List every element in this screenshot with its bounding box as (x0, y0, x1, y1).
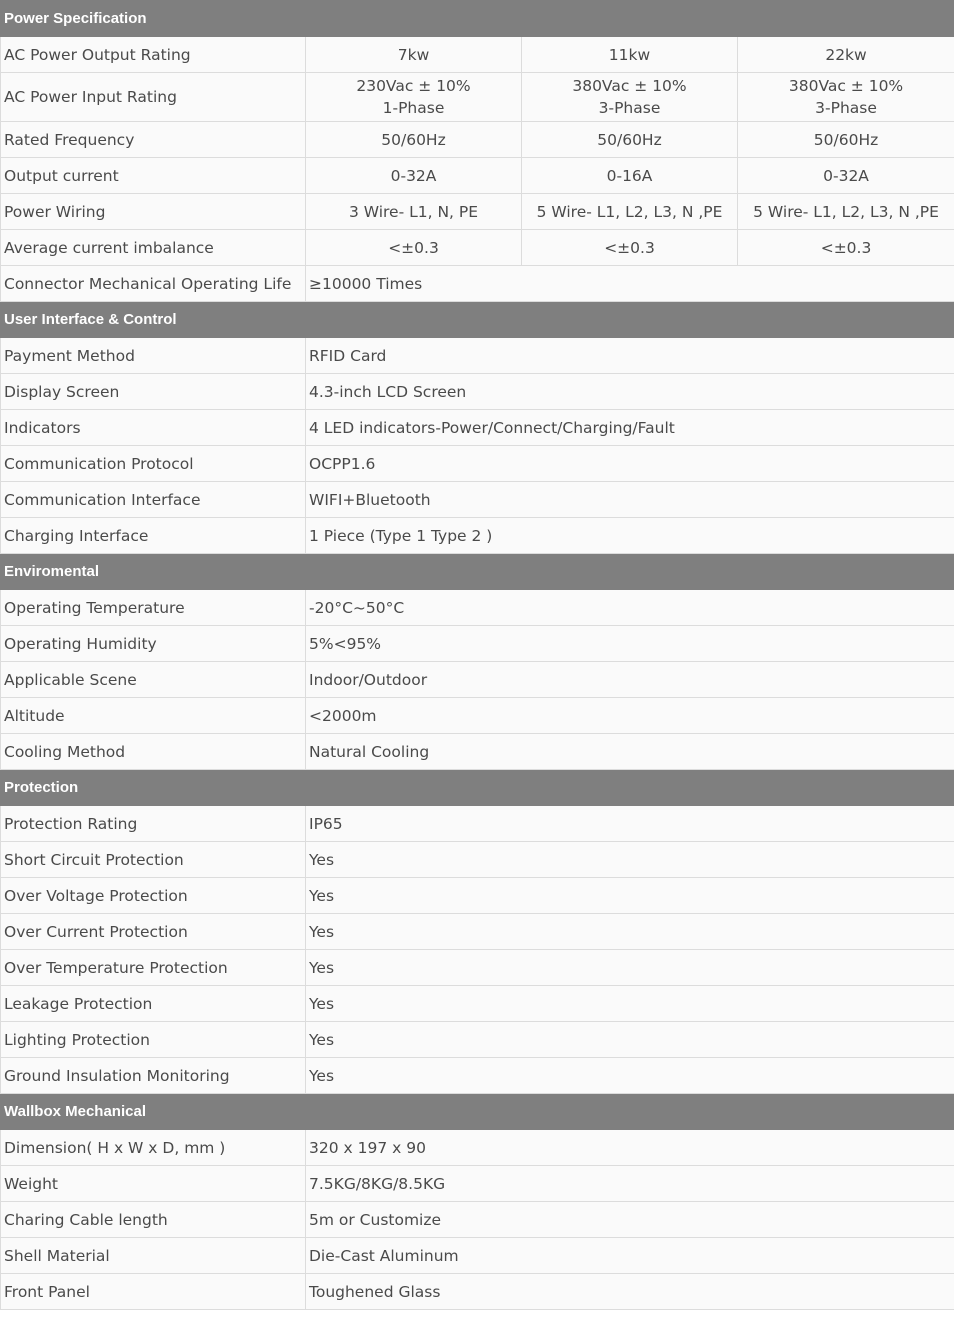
value-7kw: <±0.3 (306, 230, 522, 266)
table-row (1, 338, 954, 374)
row-label: Ground Insulation Monitoring (1, 1058, 306, 1094)
row-value: Yes (306, 1058, 954, 1094)
row-label: Charing Cable length (1, 1202, 306, 1238)
value-11kw: 50/60Hz (522, 122, 738, 158)
row-label: Front Panel (1, 1274, 306, 1310)
section-power-specification (1, 1, 954, 37)
input-voltage: 230Vac ± 10% (356, 77, 471, 95)
row-value: <2000m (306, 698, 954, 734)
value-7kw: 0-32A (306, 158, 522, 194)
value-11kw: 11kw (522, 37, 738, 73)
value-22kw: 5 Wire- L1, L2, L3, N ,PE (738, 194, 954, 230)
table-row (1, 914, 954, 950)
table-row (1, 446, 954, 482)
value-input-7kw (306, 73, 522, 122)
table-row (1, 626, 954, 662)
row-label: Display Screen (1, 374, 306, 410)
row-value: Yes (306, 842, 954, 878)
row-value: Yes (306, 914, 954, 950)
row-label: Operating Temperature (1, 590, 306, 626)
value-7kw: 7kw (306, 37, 522, 73)
row-value: Yes (306, 1022, 954, 1058)
value-22kw: 0-32A (738, 158, 954, 194)
value-11kw: 0-16A (522, 158, 738, 194)
table-row (1, 1130, 954, 1166)
row-value: RFID Card (306, 338, 954, 374)
row-label: Output current (1, 158, 306, 194)
section-user-interface-control (1, 302, 954, 338)
row-value: WIFI+Bluetooth (306, 482, 954, 518)
row-label: Leakage Protection (1, 986, 306, 1022)
row-value: Toughened Glass (306, 1274, 954, 1310)
table-row (1, 410, 954, 446)
row-label: AC Power Output Rating (1, 37, 306, 73)
table-row (1, 734, 954, 770)
section-title: User Interface & Control (1, 302, 954, 338)
value-22kw: <±0.3 (738, 230, 954, 266)
row-value: 4.3-inch LCD Screen (306, 374, 954, 410)
value-22kw: 22kw (738, 37, 954, 73)
row-label: Average current imbalance (1, 230, 306, 266)
row-label: Charging Interface (1, 518, 306, 554)
input-phase: 3-Phase (815, 99, 877, 117)
table-row (1, 950, 954, 986)
section-title: Protection (1, 770, 954, 806)
value-7kw: 50/60Hz (306, 122, 522, 158)
row-value: Indoor/Outdoor (306, 662, 954, 698)
input-voltage: 380Vac ± 10% (788, 77, 904, 95)
table-row (1, 194, 954, 230)
section-wallbox-mechanical (1, 1094, 954, 1130)
row-value: OCPP1.6 (306, 446, 954, 482)
row-value: IP65 (306, 806, 954, 842)
row-label: Rated Frequency (1, 122, 306, 158)
table-row (1, 266, 954, 302)
table-row (1, 698, 954, 734)
section-title: Wallbox Mechanical (1, 1094, 954, 1130)
table-row (1, 482, 954, 518)
row-label: AC Power Input Rating (1, 73, 306, 122)
row-value: 1 Piece (Type 1 Type 2 ) (306, 518, 954, 554)
section-protection (1, 770, 954, 806)
row-label: Applicable Scene (1, 662, 306, 698)
row-label: Over Temperature Protection (1, 950, 306, 986)
row-label: Over Voltage Protection (1, 878, 306, 914)
row-value: 5%<95% (306, 626, 954, 662)
value-11kw: <±0.3 (522, 230, 738, 266)
row-label: Connector Mechanical Operating Life (1, 266, 306, 302)
value-input-22kw (738, 73, 954, 122)
row-value: 320 x 197 x 90 (306, 1130, 954, 1166)
row-value: Natural Cooling (306, 734, 954, 770)
table-row (1, 374, 954, 410)
row-value: Yes (306, 986, 954, 1022)
row-value: Die-Cast Aluminum (306, 1238, 954, 1274)
table-row (1, 806, 954, 842)
input-phase: 1-Phase (382, 99, 445, 117)
row-value: 7.5KG/8KG/8.5KG (306, 1166, 954, 1202)
table-row (1, 842, 954, 878)
section-title: Power Specification (1, 1, 954, 37)
row-value: 5m or Customize (306, 1202, 954, 1238)
input-voltage: 380Vac ± 10% (572, 77, 687, 95)
row-label: Altitude (1, 698, 306, 734)
table-row (1, 518, 954, 554)
row-label: Weight (1, 1166, 306, 1202)
row-value: Yes (306, 878, 954, 914)
table-row (1, 878, 954, 914)
row-value: ≥10000 Times (306, 266, 954, 302)
row-label: Indicators (1, 410, 306, 446)
row-label: Payment Method (1, 338, 306, 374)
section-environmental (1, 554, 954, 590)
table-row (1, 73, 954, 122)
row-label: Communication Protocol (1, 446, 306, 482)
section-title: Enviromental (1, 554, 954, 590)
value-7kw: 3 Wire- L1, N, PE (306, 194, 522, 230)
value-11kw: 5 Wire- L1, L2, L3, N ,PE (522, 194, 738, 230)
row-label: Shell Material (1, 1238, 306, 1274)
table-row (1, 158, 954, 194)
row-label: Communication Interface (1, 482, 306, 518)
row-label: Dimension( H x W x D, mm ) (1, 1130, 306, 1166)
row-label: Protection Rating (1, 806, 306, 842)
row-label: Operating Humidity (1, 626, 306, 662)
row-value: -20°C~50°C (306, 590, 954, 626)
value-22kw: 50/60Hz (738, 122, 954, 158)
table-row (1, 1022, 954, 1058)
table-row (1, 1058, 954, 1094)
table-row (1, 122, 954, 158)
row-label: Over Current Protection (1, 914, 306, 950)
table-row (1, 37, 954, 73)
table-row (1, 230, 954, 266)
row-value: 4 LED indicators-Power/Connect/Charging/Fault (306, 410, 954, 446)
table-row (1, 986, 954, 1022)
row-label: Lighting Protection (1, 1022, 306, 1058)
row-label: Cooling Method (1, 734, 306, 770)
table-row (1, 1166, 954, 1202)
table-row (1, 1274, 954, 1310)
table-row (1, 662, 954, 698)
value-input-11kw (522, 73, 738, 122)
table-row (1, 1202, 954, 1238)
row-label: Short Circuit Protection (1, 842, 306, 878)
row-label: Power Wiring (1, 194, 306, 230)
input-phase: 3-Phase (598, 99, 661, 117)
table-row (1, 590, 954, 626)
row-value: Yes (306, 950, 954, 986)
table-row (1, 1238, 954, 1274)
